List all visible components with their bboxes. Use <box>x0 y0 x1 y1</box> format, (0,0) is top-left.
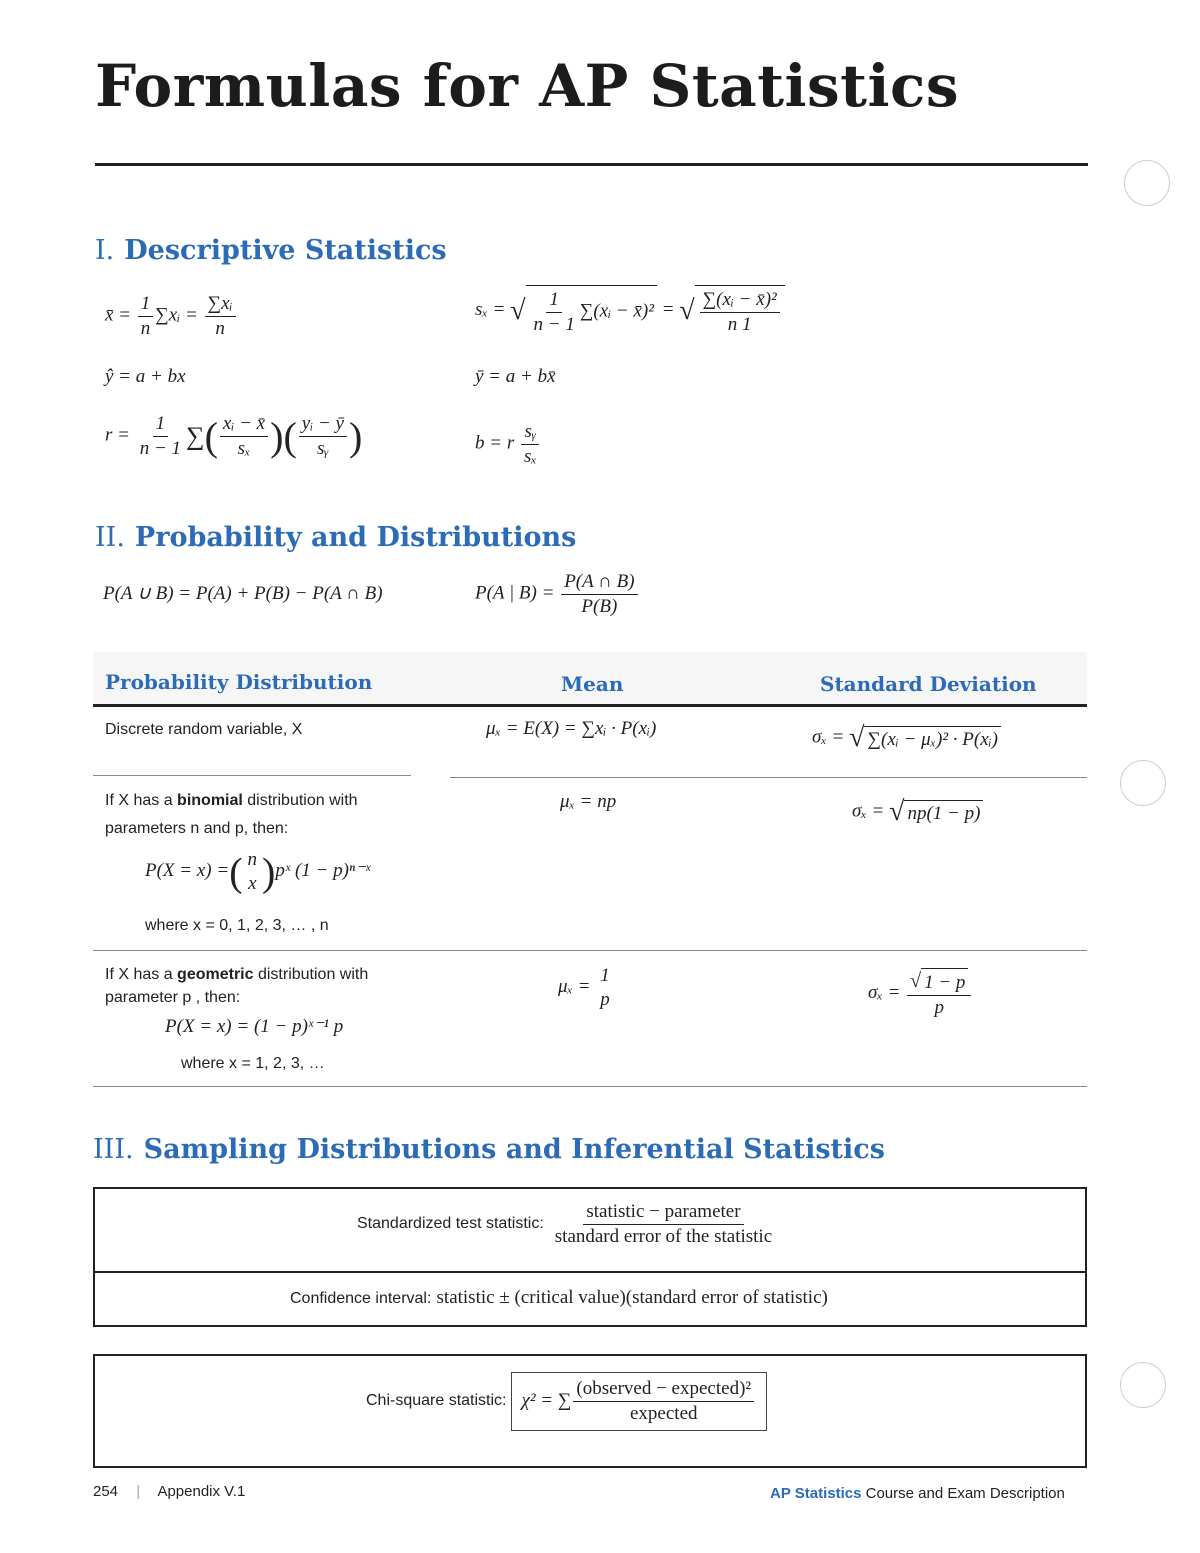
section-heading-descriptive <box>95 235 447 266</box>
conditional-probability <box>475 570 640 619</box>
binomial-pmf: P(X = x) =( n x )pˣ (1 − p)ⁿ⁻ˣ <box>145 849 371 895</box>
cond-lhs: P(A | B) = <box>475 582 555 604</box>
chi-square-equation <box>511 1372 768 1431</box>
discrete-mean: μₓ = E(X) = ∑xᵢ · P(xᵢ) <box>486 718 657 739</box>
sd-lhs: σₓ = <box>812 726 845 748</box>
sd-sample-formula: sₓ = √ $\frac{1}{n - 1}$ ∑(xᵢ − x̄)² = √ $\frac{\text{∑(xᵢ − x̄)²}}{n 1}$ <box>475 285 785 337</box>
sd-radicand: 1 − p <box>921 968 968 995</box>
sx-lhs: sₓ = <box>475 299 506 321</box>
frac-den: p <box>600 988 610 1010</box>
col-header-distribution: Probability Distribution <box>105 670 373 694</box>
frac-den: P(B) <box>581 595 618 617</box>
geometric-keyword: geometric <box>177 966 254 983</box>
chi-square-formula <box>366 1372 767 1431</box>
frac-den: n 1 <box>727 313 752 335</box>
frac-num: 1 <box>600 965 610 986</box>
geometric-sd: σₓ = √ 1 − p p <box>868 968 973 1020</box>
page-number: 254 <box>93 1483 119 1500</box>
binomial-params: parameters n and p, then: <box>105 820 289 837</box>
mean-lhs: μₓ = <box>558 976 591 998</box>
section-title: Probability and Distributions <box>134 522 577 553</box>
geometric-intro <box>105 966 368 984</box>
section-number: II. <box>95 522 125 553</box>
frac-den: n − 1 <box>139 437 182 459</box>
frac-num: 1 <box>153 412 169 437</box>
test-statistic-formula <box>357 1200 777 1249</box>
frac-den: sₓ <box>237 437 251 459</box>
frac-num: ∑(xᵢ − x̄)² <box>700 288 780 313</box>
title-divider <box>95 163 1088 166</box>
binomial-sd: σₓ = √ np(1 − p) <box>852 796 983 828</box>
binder-hole <box>1120 1362 1166 1408</box>
geometric-pmf: P(X = x) = (1 − p)ˣ⁻¹ p <box>165 1016 344 1037</box>
chi-square-label: Chi-square statistic: <box>366 1392 507 1410</box>
section-number: I. <box>95 235 115 266</box>
text-span: If X has a <box>105 966 178 983</box>
choose-top: n <box>247 849 258 870</box>
frac-num: ∑xᵢ <box>205 292 236 317</box>
frac-den: sᵧ <box>316 437 329 459</box>
sd-lhs: σₓ = <box>852 800 885 822</box>
col-header-sd: Standard Deviation <box>820 672 1037 696</box>
text-span: distribution with <box>242 792 358 809</box>
chi-lhs: χ² = ∑ <box>521 1390 572 1412</box>
frac-den: sₓ <box>523 445 537 467</box>
frac-den: standard error of the statistic <box>554 1225 773 1247</box>
sd-radicand: ∑(xᵢ − μₓ)² · P(xᵢ) <box>864 726 1001 751</box>
binomial-keyword: binomial <box>177 792 243 809</box>
confidence-interval-formula <box>290 1287 828 1309</box>
slope-formula <box>475 420 542 469</box>
page-title: Formulas for AP Statistics <box>95 52 959 120</box>
frac-num: yᵢ − ȳ <box>299 412 347 437</box>
choose-bottom: x <box>248 872 257 894</box>
frac-den: n <box>215 317 225 339</box>
b-lhs: b = r <box>475 432 515 454</box>
binder-hole <box>1124 160 1170 206</box>
discrete-sd: σₓ = √ ∑(xᵢ − μₓ)² · P(xᵢ) <box>812 722 1001 754</box>
row-divider <box>450 777 1087 778</box>
discrete-label: Discrete random variable, X <box>105 721 303 738</box>
pmf-lhs: P(X = x) = <box>145 860 230 882</box>
appendix-label: Appendix V.1 <box>157 1483 246 1500</box>
frac-den: expected <box>630 1402 698 1424</box>
ci-formula: statistic ± (critical value)(standard error of statistic) <box>436 1287 828 1308</box>
section-number: III. <box>93 1134 134 1165</box>
frac-num: 1 <box>138 292 154 317</box>
text-span: distribution with <box>253 966 369 983</box>
course-subtitle: Course and Exam Description <box>865 1485 1065 1502</box>
frac-den: p <box>934 996 944 1018</box>
frac-num: xᵢ − x̄ <box>220 412 268 437</box>
geometric-mean <box>558 964 615 1012</box>
row-divider <box>93 1086 1087 1087</box>
r-lhs: r = <box>105 424 130 446</box>
geometric-params: parameter p , then: <box>105 989 241 1006</box>
regression-line: ŷ = a + bx <box>105 366 186 387</box>
sum-term: ∑xᵢ <box>155 304 181 326</box>
binder-hole <box>1120 760 1166 806</box>
mean-formula: x̄ = $\frac{1}{n}$ ∑xᵢ = $\frac{\text{∑xᵢ}}{n}$ <box>105 292 238 341</box>
test-statistic-label: Standardized test statistic: <box>357 1215 544 1233</box>
binomial-mean: μₓ = np <box>560 791 617 812</box>
course-name: AP Statistics <box>770 1485 862 1502</box>
regression-mean-point: ȳ = a + bx̄ <box>475 366 556 387</box>
ci-label: Confidence interval: <box>290 1290 432 1307</box>
inference-box-divider <box>95 1271 1085 1273</box>
section-heading-probability <box>95 522 576 553</box>
frac-den: n <box>140 317 151 339</box>
frac-num: (observed − expected)² <box>573 1377 754 1402</box>
section-heading-inference <box>93 1134 885 1165</box>
footer-left: 254 | Appendix V.1 <box>93 1483 246 1500</box>
addition-rule: P(A ∪ B) = P(A) + P(B) − P(A ∩ B) <box>103 583 383 604</box>
binomial-support: where x = 0, 1, 2, 3, … , n <box>145 917 329 934</box>
footer-right <box>770 1485 1065 1502</box>
mean-lhs: x̄ = <box>105 304 132 326</box>
frac-num: P(A ∩ B) <box>561 570 637 595</box>
col-header-mean: Mean <box>561 672 624 696</box>
sd-lhs: σₓ = <box>868 982 901 1004</box>
sum-sq: ∑(xᵢ − x̄)² <box>579 300 654 322</box>
geometric-support: where x = 1, 2, 3, … <box>181 1055 325 1072</box>
section-title: Sampling Distributions and Inferential Statistics <box>143 1134 885 1165</box>
correlation-formula: r = $\frac{1}{n - 1}$ ∑( $\frac{\text{xᵢ − x̄}}{\text{sₓ}}$ )( $\frac{\text{yᵢ − ȳ}}{\text{sᵧ}}$ ) <box>105 413 363 459</box>
sd-radicand: np(1 − p) <box>904 800 983 825</box>
row-divider <box>93 775 411 776</box>
table-header-rule <box>93 704 1087 707</box>
frac-num: sᵧ <box>521 420 539 445</box>
row-divider <box>93 950 1087 951</box>
frac-den: n − 1 <box>533 313 575 335</box>
frac-num: statistic − parameter <box>583 1200 743 1225</box>
frac-num: 1 <box>546 288 562 313</box>
section-title: Descriptive Statistics <box>124 235 447 266</box>
text-span: If X has a <box>105 792 178 809</box>
pmf-rhs: pˣ (1 − p)ⁿ⁻ˣ <box>275 860 371 882</box>
binomial-intro <box>105 792 358 810</box>
